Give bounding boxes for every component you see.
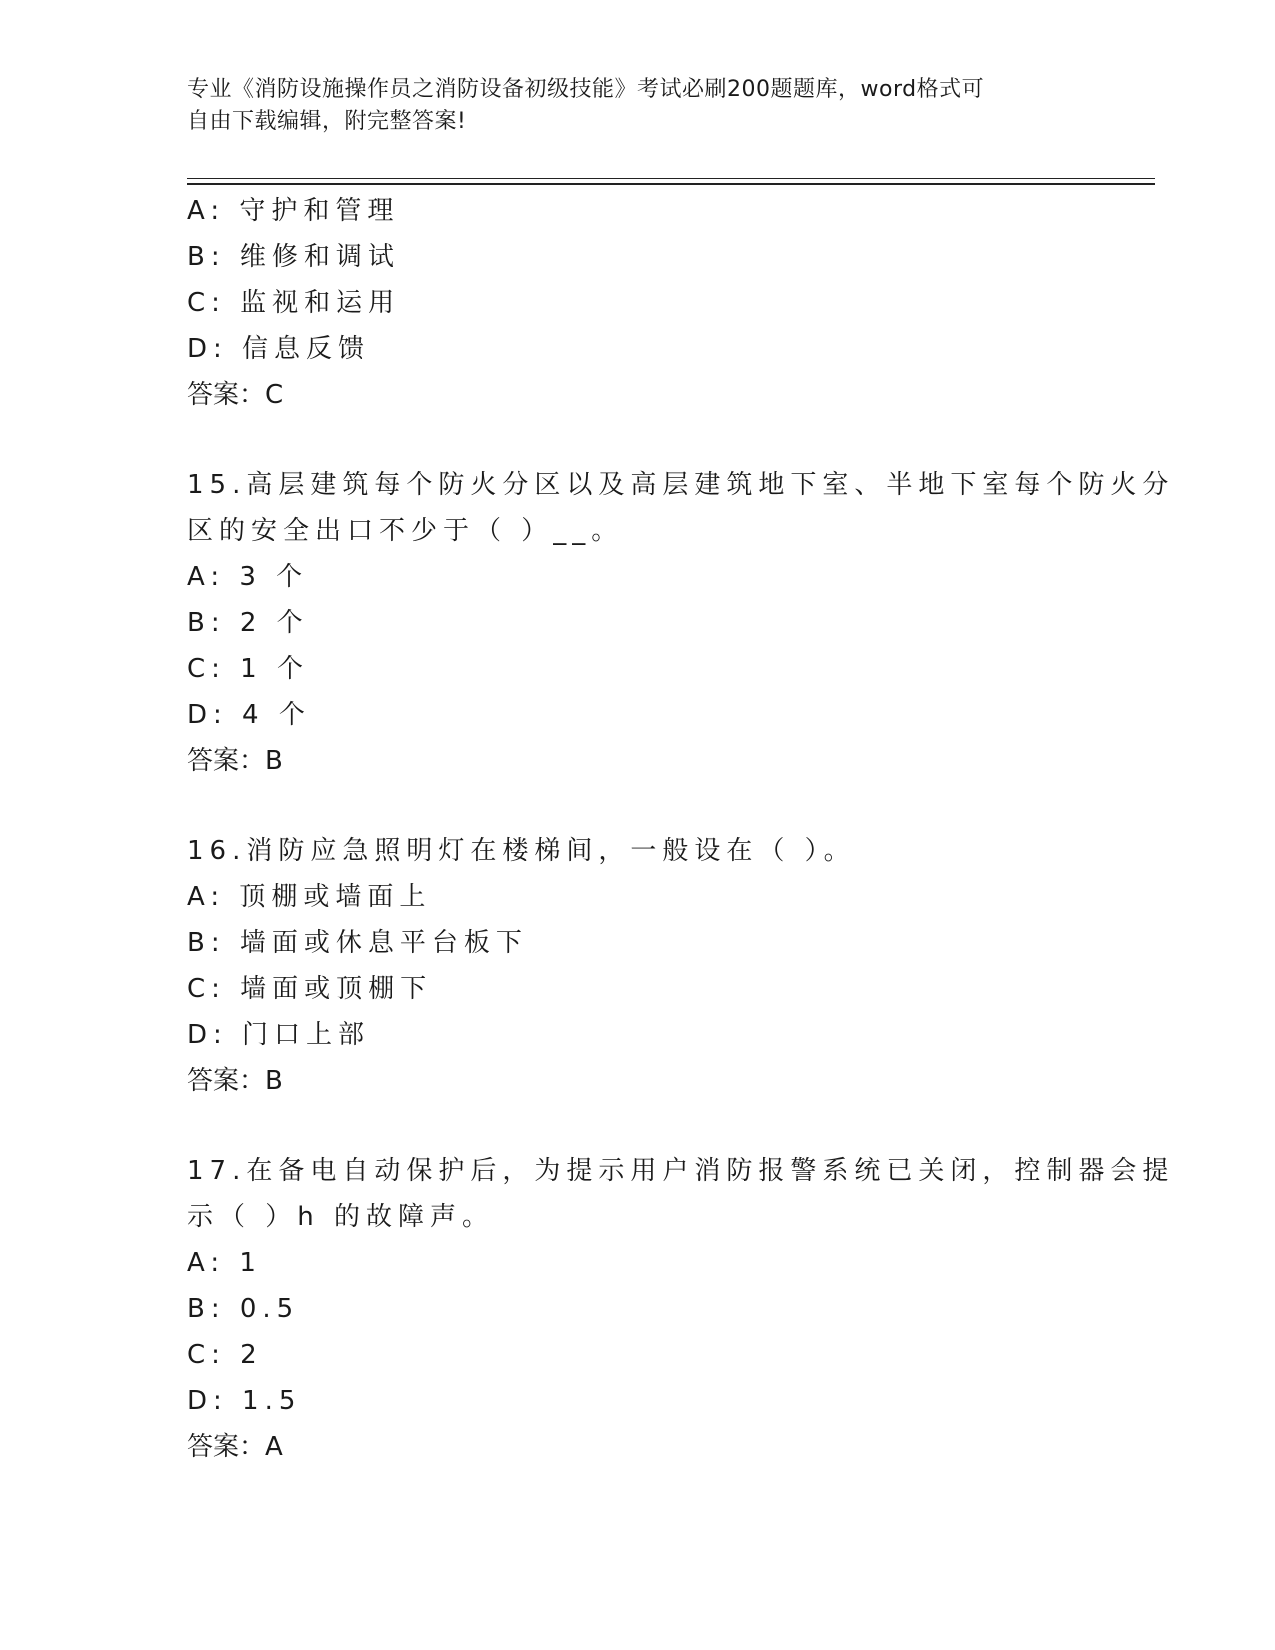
question-15	[187, 462, 1175, 784]
option-d: D: 信息反馈	[187, 334, 371, 364]
question-stem-continued: 区的安全出口不少于（ ）__。	[187, 516, 624, 546]
option-d: D: 4 个	[187, 700, 311, 730]
header-divider-thick	[187, 183, 1155, 185]
spacer	[187, 1104, 1087, 1148]
option-b: B: 2 个	[187, 608, 309, 638]
option-a: A: 守护和管理	[187, 196, 400, 226]
answer: 答案：A	[187, 1432, 283, 1462]
question-14	[187, 188, 1087, 418]
spacer	[187, 418, 1087, 462]
question-stem: 17.在备电自动保护后，为提示用户消防报警系统已关闭，控制器会提	[187, 1156, 1175, 1186]
spacer	[187, 784, 1087, 828]
option-c: C: 1 个	[187, 654, 309, 684]
option-b: B: 0.5	[187, 1294, 300, 1324]
header-divider-thin	[187, 178, 1155, 179]
option-b: B: 墙面或休息平台板下	[187, 928, 528, 958]
header-line-2: 自由下载编辑，附完整答案!	[187, 109, 467, 134]
question-16	[187, 828, 1087, 1104]
option-c: C: 2	[187, 1340, 263, 1370]
option-a: A: 3 个	[187, 562, 309, 592]
option-b: B: 维修和调试	[187, 242, 400, 272]
question-17	[187, 1148, 1175, 1470]
option-a: A: 顶棚或墙面上	[187, 882, 432, 912]
header-line-1: 专业《消防设施操作员之消防设备初级技能》考试必刷200题题库，word格式可	[187, 77, 985, 102]
option-a: A: 1	[187, 1248, 262, 1278]
answer: 答案：C	[187, 380, 284, 410]
option-d: D: 1.5	[187, 1386, 302, 1416]
question-stem: 16.消防应急照明灯在楼梯间，一般设在（ ）。	[187, 836, 856, 866]
answer: 答案：B	[187, 1066, 283, 1096]
question-stem-continued: 示（ ）h 的故障声。	[187, 1202, 495, 1232]
answer: 答案：B	[187, 746, 283, 776]
document-header	[187, 74, 1067, 138]
question-stem: 15.高层建筑每个防火分区以及高层建筑地下室、半地下室每个防火分	[187, 470, 1175, 500]
option-d: D: 门口上部	[187, 1020, 371, 1050]
option-c: C: 监视和运用	[187, 288, 401, 318]
question-list	[187, 188, 1175, 1470]
option-c: C: 墙面或顶棚下	[187, 974, 433, 1004]
